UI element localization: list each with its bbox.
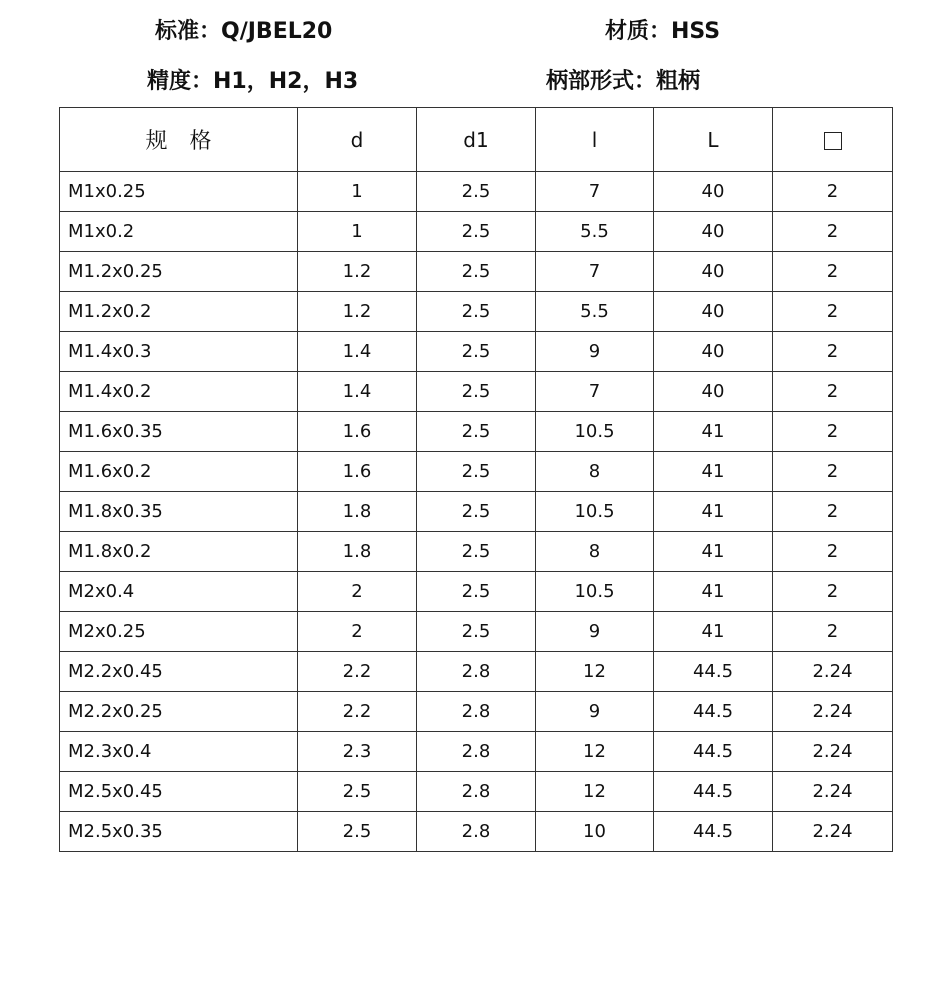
- table-row: [60, 572, 893, 612]
- cell-d: 1.2: [298, 252, 417, 292]
- cell-l: 12: [536, 772, 654, 812]
- cell-spec: M1x0.2: [60, 212, 298, 252]
- table-row: [60, 252, 893, 292]
- cell-spec: M1.8x0.35: [60, 492, 298, 532]
- table-row: [60, 652, 893, 692]
- column-header-d1: d1: [417, 108, 536, 172]
- cell-d: 1: [298, 172, 417, 212]
- cell-square: 2: [773, 292, 893, 332]
- cell-l: 12: [536, 732, 654, 772]
- cell-l: 10.5: [536, 412, 654, 452]
- cell-L: 41: [654, 612, 773, 652]
- cell-l: 7: [536, 252, 654, 292]
- cell-d1: 2.5: [417, 172, 536, 212]
- cell-l: 5.5: [536, 212, 654, 252]
- cell-spec: M2.3x0.4: [60, 732, 298, 772]
- cell-square: 2.24: [773, 812, 893, 852]
- table-body: [60, 172, 893, 852]
- cell-square: 2: [773, 412, 893, 452]
- cell-spec: M2x0.25: [60, 612, 298, 652]
- cell-l: 5.5: [536, 292, 654, 332]
- cell-d: 1.8: [298, 532, 417, 572]
- cell-l: 12: [536, 652, 654, 692]
- cell-L: 41: [654, 452, 773, 492]
- column-header-d: d: [298, 108, 417, 172]
- cell-square: 2.24: [773, 772, 893, 812]
- cell-square: 2: [773, 332, 893, 372]
- cell-L: 44.5: [654, 812, 773, 852]
- cell-d: 2.2: [298, 692, 417, 732]
- cell-square: 2: [773, 612, 893, 652]
- cell-d: 2.5: [298, 812, 417, 852]
- cell-L: 41: [654, 412, 773, 452]
- cell-d: 2: [298, 612, 417, 652]
- cell-spec: M1.8x0.2: [60, 532, 298, 572]
- cell-l: 10.5: [536, 492, 654, 532]
- cell-d1: 2.5: [417, 252, 536, 292]
- cell-L: 40: [654, 212, 773, 252]
- cell-d: 2.2: [298, 652, 417, 692]
- precision-label: 精度：H1，H2，H3: [147, 69, 359, 94]
- table-row: [60, 772, 893, 812]
- cell-L: 44.5: [654, 692, 773, 732]
- cell-d1: 2.5: [417, 492, 536, 532]
- cell-square: 2: [773, 372, 893, 412]
- cell-spec: M2.2x0.45: [60, 652, 298, 692]
- table-row: [60, 292, 893, 332]
- table-row: [60, 692, 893, 732]
- cell-spec: M1.6x0.2: [60, 452, 298, 492]
- cell-d1: 2.5: [417, 332, 536, 372]
- cell-L: 41: [654, 532, 773, 572]
- table-header-row: [60, 108, 893, 172]
- square-icon: [824, 132, 842, 150]
- cell-square: 2: [773, 172, 893, 212]
- cell-square: 2: [773, 452, 893, 492]
- table-row: [60, 412, 893, 452]
- table-row: [60, 492, 893, 532]
- cell-square: 2: [773, 252, 893, 292]
- table-row: [60, 812, 893, 852]
- cell-spec: M2.5x0.35: [60, 812, 298, 852]
- table-row: [60, 172, 893, 212]
- table-row: [60, 452, 893, 492]
- cell-l: 8: [536, 452, 654, 492]
- cell-d1: 2.8: [417, 812, 536, 852]
- column-header-spec: 规 格: [60, 108, 298, 172]
- material-label: 材质：HSS: [605, 19, 721, 44]
- cell-d1: 2.5: [417, 412, 536, 452]
- shank-type-label: 柄部形式：粗柄: [546, 69, 701, 94]
- cell-d1: 2.8: [417, 652, 536, 692]
- cell-spec: M1.2x0.2: [60, 292, 298, 332]
- table-row: [60, 732, 893, 772]
- cell-square: 2: [773, 212, 893, 252]
- cell-d1: 2.5: [417, 612, 536, 652]
- column-header-l: l: [536, 108, 654, 172]
- cell-l: 10: [536, 812, 654, 852]
- cell-spec: M1.4x0.3: [60, 332, 298, 372]
- table-row: [60, 372, 893, 412]
- cell-d1: 2.5: [417, 452, 536, 492]
- cell-spec: M1.4x0.2: [60, 372, 298, 412]
- cell-square: 2: [773, 572, 893, 612]
- cell-d: 1.4: [298, 332, 417, 372]
- cell-L: 40: [654, 332, 773, 372]
- cell-l: 9: [536, 612, 654, 652]
- cell-L: 40: [654, 252, 773, 292]
- cell-L: 40: [654, 292, 773, 332]
- cell-L: 41: [654, 572, 773, 612]
- cell-square: 2: [773, 532, 893, 572]
- cell-spec: M1x0.25: [60, 172, 298, 212]
- cell-spec: M2.2x0.25: [60, 692, 298, 732]
- cell-square: 2.24: [773, 692, 893, 732]
- cell-L: 41: [654, 492, 773, 532]
- cell-l: 10.5: [536, 572, 654, 612]
- cell-d: 2: [298, 572, 417, 612]
- cell-l: 9: [536, 332, 654, 372]
- cell-square: 2.24: [773, 652, 893, 692]
- cell-l: 7: [536, 172, 654, 212]
- cell-L: 44.5: [654, 732, 773, 772]
- column-header-L: L: [654, 108, 773, 172]
- cell-d1: 2.5: [417, 532, 536, 572]
- cell-d: 1.8: [298, 492, 417, 532]
- cell-d1: 2.8: [417, 772, 536, 812]
- table-row: [60, 612, 893, 652]
- table-row: [60, 212, 893, 252]
- table-row: [60, 532, 893, 572]
- cell-square: 2: [773, 492, 893, 532]
- cell-d: 1.2: [298, 292, 417, 332]
- table-row: [60, 332, 893, 372]
- cell-L: 40: [654, 372, 773, 412]
- cell-d1: 2.5: [417, 292, 536, 332]
- cell-spec: M2.5x0.45: [60, 772, 298, 812]
- spec-table: [59, 107, 893, 852]
- standard-label: 标准：Q/JBEL20: [155, 19, 333, 44]
- cell-L: 44.5: [654, 652, 773, 692]
- cell-l: 7: [536, 372, 654, 412]
- cell-d: 1.6: [298, 452, 417, 492]
- cell-L: 40: [654, 172, 773, 212]
- cell-L: 44.5: [654, 772, 773, 812]
- cell-d1: 2.8: [417, 732, 536, 772]
- cell-d: 2.5: [298, 772, 417, 812]
- cell-d: 2.3: [298, 732, 417, 772]
- cell-square: 2.24: [773, 732, 893, 772]
- cell-d1: 2.5: [417, 572, 536, 612]
- column-header-square: [773, 108, 893, 172]
- cell-spec: M1.6x0.35: [60, 412, 298, 452]
- cell-d1: 2.5: [417, 372, 536, 412]
- cell-l: 9: [536, 692, 654, 732]
- cell-d: 1: [298, 212, 417, 252]
- cell-spec: M2x0.4: [60, 572, 298, 612]
- cell-l: 8: [536, 532, 654, 572]
- cell-d: 1.4: [298, 372, 417, 412]
- cell-d1: 2.8: [417, 692, 536, 732]
- cell-d: 1.6: [298, 412, 417, 452]
- cell-spec: M1.2x0.25: [60, 252, 298, 292]
- cell-d1: 2.5: [417, 212, 536, 252]
